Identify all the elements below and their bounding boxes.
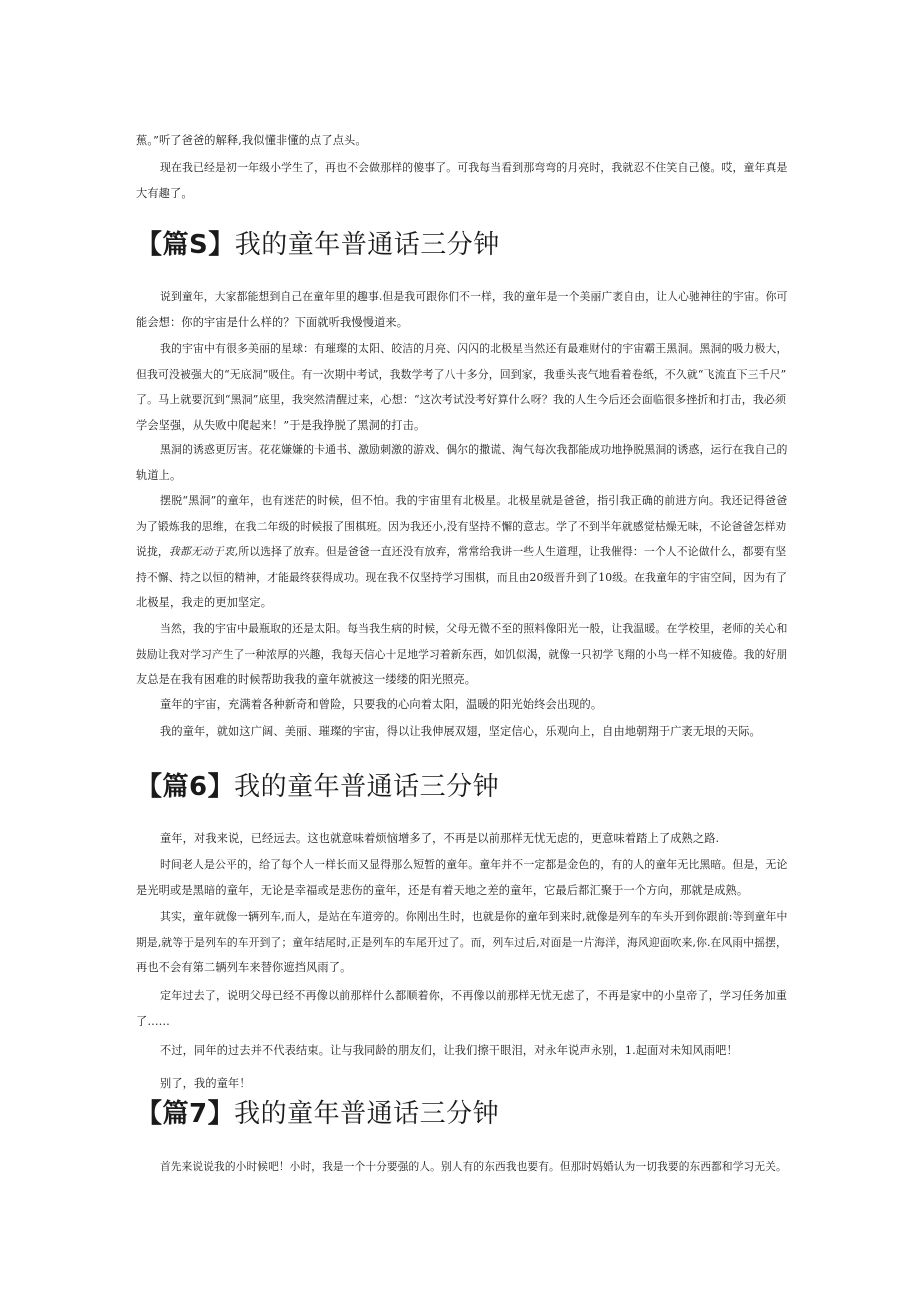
paragraph — [136, 437, 788, 488]
bracket-open: 【 — [136, 1099, 163, 1129]
text-line: 轨道上。 — [136, 468, 182, 482]
text-line: 了。马上就要沉到“黑洞”底里，我突然清醒过来，心想：“这次考试没考好算什么呀？我的人生今后还会面临很多挫折和打击，我必须 — [136, 393, 787, 407]
text-line: 定年过去了，说明父母已经不再像以前那样什么都顺着你，不再像以前那样无忧无虑了，不再是家中的小皇帝了，学习任务加重 — [160, 989, 788, 1002]
section-title: 我的童年普通话三分钟 — [234, 772, 500, 802]
paragraph — [136, 616, 788, 693]
paragraph — [136, 983, 788, 1034]
text-line: 童年，对我来说，已经远去。这也就意味着烦恼增多了，不再是以前那样无忧无虑的，更意味着踏上了成熟之路. — [160, 832, 720, 845]
text-line: 北极星，我走的更加坚定。 — [136, 596, 273, 610]
section-label: 篇7 — [162, 1099, 208, 1129]
paragraph — [136, 692, 788, 718]
text-line: 鼓励让我对学习产生了一种浓厚的兴趣，我每天信心十足地学习着新东西，如饥似渴，就像一只初学飞翔的小鸟一样不知疲倦。我的好朋 — [136, 647, 788, 661]
text-line: 我的童年，就如这广阔、美丽、璀璨的宇宙，得以让我伸展双翅，坚定信心，乐观向上，自由地朝翔于广袤无垠的天际。 — [160, 725, 761, 738]
text-line: 能会想：你的宇宙是什么样的？下面就听我慢慢道来。 — [136, 315, 409, 329]
text-line: 时间老人是公平的，给了每个人一样长而又显得那么短暂的童年。童年并不一定都是金色的，有的人的童年无比黑暗。但是，无论 — [160, 858, 788, 871]
section-heading — [136, 228, 500, 262]
text-line: 再也不会有第二辆列车来替你遮挡风雨了。 — [136, 961, 352, 975]
text-line — [136, 539, 788, 565]
italic-text: 我都无动于衷, — [168, 545, 239, 559]
text-line: 其实，童年就像一辆列车,而人，是站在车道旁的。你刚出生时，也就是你的童年到来时,就像是列车的车头开到你跟前:等到童年中 — [160, 910, 788, 923]
bracket-close: 】 — [207, 1099, 235, 1129]
text-line: 大有趣了。 — [136, 186, 193, 200]
text-line: 别了，我的童年！ — [160, 1077, 251, 1090]
text-line: 我的宇宙中有很多美丽的星球：有璀璨的太阳、皎洁的月亮、闪闪的北极星当然还有最难财付的宇宙霸王黑洞。黑洞的吸力极大， — [160, 342, 788, 355]
paragraph — [136, 488, 788, 616]
text-span: 说拢， — [136, 545, 169, 559]
bracket-close: 】 — [207, 772, 235, 802]
bracket-open: 【 — [136, 772, 163, 802]
text-line: 当然，我的宇宙中最瓶取的还是太阳。每当我生病的时候，父母无微不至的照料像阳光一般，让我温暖。在学校里，老师的关心和 — [160, 622, 788, 635]
section-heading — [136, 770, 499, 804]
text-line: 是光明或是黑暗的童年，无论是幸福或是悲伤的童年，还是有着天地之差的童年，它最后都汇聚于一个方向，那就是成熟。 — [136, 883, 749, 897]
text-line: 学会坚强，从失败中爬起来！”于是我挣脱了黑洞的打击。 — [136, 418, 426, 432]
text-span: 所以选择了放弃。但是爸爸一直还没有放弃，常常给我讲一些人生道理，让我催得：一个人不论做什么，都要有坚 — [238, 545, 787, 559]
text-line: 蕉。”听了爸爸的解释,我似懂非懂的点了点头。 — [136, 134, 367, 147]
text-line: 黑洞的诱惑更厉害。花花嫌嫌的卡通书、激励刺激的游戏、偶尔的撒谎、淘气每次我都能成功地挣脱黑洞的诱惑，运行在我自己的 — [160, 443, 788, 456]
paragraph — [136, 719, 788, 745]
paragraph — [136, 826, 788, 852]
paragraph — [136, 1071, 788, 1097]
section-label: 篇6 — [162, 772, 208, 802]
paragraph — [136, 336, 788, 438]
text-line: 为了锻炼我的思维，在我二年级的时候报了围棋班。因为我还小,没有坚持不懈的意志。学了不到半年就感觉枯燥无味，不论爸爸怎样劝 — [136, 519, 787, 533]
text-line: 不过，同年的过去并不代表结束。让与我同龄的朋友们，让我们擦干眼泪，对永年说声永别，1.起面对未知风雨吧！ — [160, 1044, 738, 1057]
text-line: 首先来说说我的小时候吧！小时，我是一个十分要强的人。别人有的东西我也要有。但那时妈婚认为一切我要的东西都和学习无关。 — [160, 1160, 787, 1173]
section-heading — [136, 1097, 499, 1131]
text-line: 说到童年，大家都能想到自己在童年里的趣事.但是我可跟你们不一样，我的童年是一个美丽广袤自由，让人心驰神往的宇宙。你可 — [160, 290, 788, 303]
paragraph — [136, 284, 788, 335]
section-title: 我的童年普通话三分钟 — [234, 230, 500, 260]
section-label: 篇S — [162, 230, 209, 260]
paragraph — [136, 1038, 788, 1064]
paragraph — [136, 852, 788, 903]
paragraph — [136, 904, 788, 981]
bracket-open: 【 — [136, 230, 163, 260]
bracket-close: 】 — [208, 230, 235, 260]
paragraph — [136, 128, 788, 154]
text-line: 现在我已经是初一年级小学生了，再也不会做那样的傻事了。可我每当看到那弯弯的月亮时，我就忍不住笑自己傻。哎，童年真是 — [160, 161, 788, 174]
text-line: 了…… — [136, 1014, 171, 1028]
paragraph — [136, 155, 788, 206]
text-line: 持不懈、持之以恒的精神，才能最终获得成功。现在我不仅坚持学习围棋，而且由20级晋升到了10级。在我童年的宇宙空间，因为有了 — [136, 570, 788, 584]
text-line: 友总是在我有困难的时候帮助我我的童年就被这一缕缕的阳光照亮。 — [136, 673, 477, 687]
text-line: 摆脱“黑洞”的童年，也有迷茫的时候，但不怕。我的宇宙里有北极星。北极星就是爸爸，指引我正确的前进方向。我还记得爸爸 — [160, 494, 788, 507]
text-line: 童年的宇宙，充满着各种新奇和曾险，只要我的心向着太阳，温暖的阳光始终会出现的。 — [160, 698, 603, 711]
paragraph — [136, 1154, 788, 1180]
text-line: 但我可没被强大的“无底洞”吸住。有一次期中考试，我数学考了八十多分，回到家，我垂头丧气地看着卷纸，不久就“飞流直下三千尺” — [136, 367, 787, 381]
text-line: 期是,就等于是列车的车开到了；童年结尾时,正是列车的车尾开过了。而，列车过后,对面是一片海洋，海风迎面吹来,你.在风雨中摇摆， — [136, 935, 787, 949]
section-title: 我的童年普通话三分钟 — [234, 1099, 500, 1129]
